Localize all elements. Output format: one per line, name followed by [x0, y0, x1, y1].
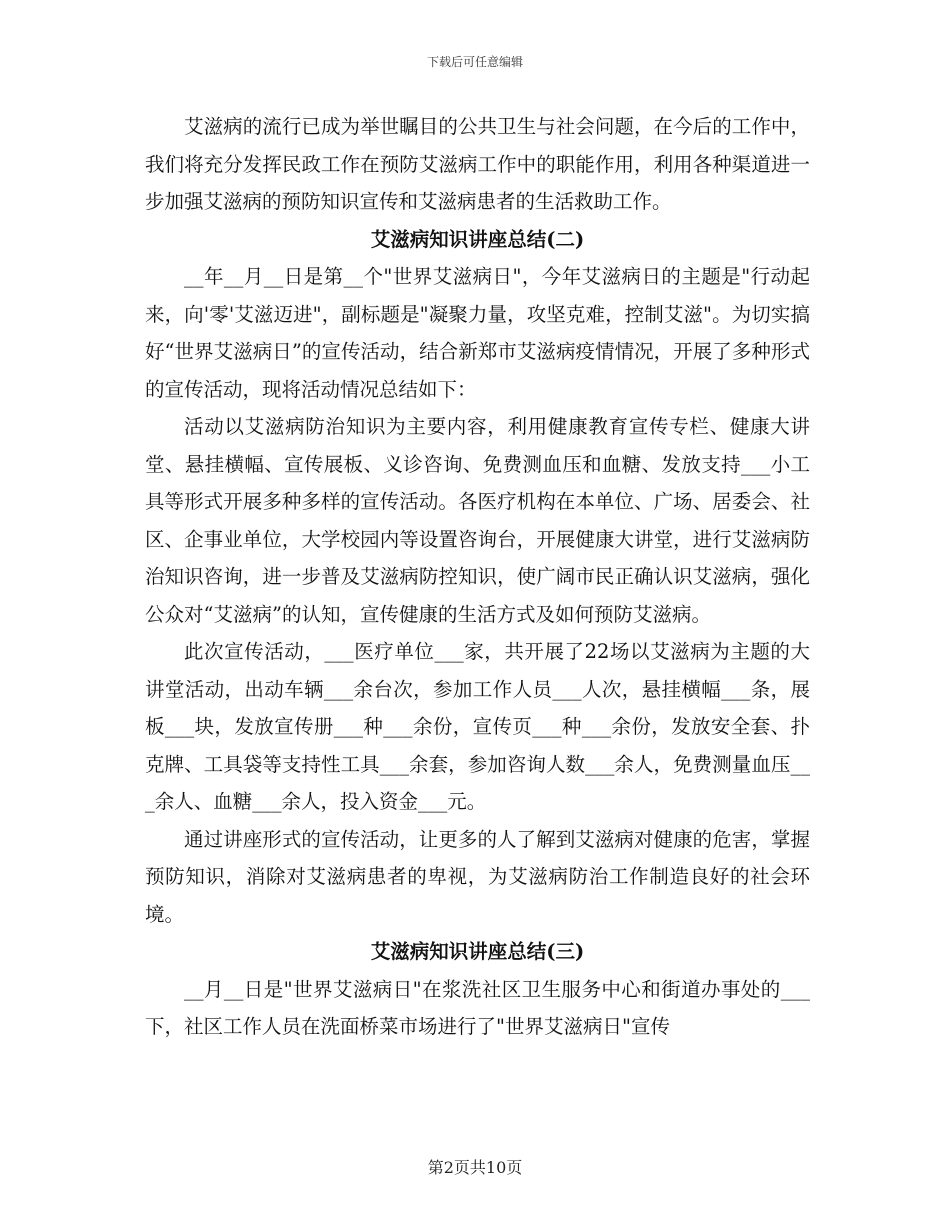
paragraph-conclusion: 通过讲座形式的宣传活动，让更多的人了解到艾滋病对健康的危害，掌握预防知识，消除对艾滋病患者的卑视，为艾滋病防治工作制造良好的社会环境。: [145, 827, 810, 926]
paragraph-intro: 艾滋病的流行已成为举世瞩目的公共卫生与社会问题，在今后的工作中，我们将充分发挥民政工作在预防艾滋病工作中的职能作用，利用各种渠道进一步加强艾滋病的预防知识宣传和艾滋病患者的生活救助工作。: [145, 115, 810, 213]
paragraph-activities: 活动以艾滋病防治知识为主要内容，利用健康教育宣传专栏、健康大讲堂、悬挂横幅、宣传展板、义诊咨询、免费测血压和血糖、发放支持___小工具等形式开展多种多样的宣传活动。各医疗机构在本单位、广场、居委会、社区、企事业单位，大学校园内等设置咨询台，开展健康大讲堂，进行艾滋病防治知识咨询，进一步普及艾滋病防控知识，使广阔市民正确认识艾滋病，强化公众对“艾滋病”的认知，宣传健康的生活方式及如何预防艾滋病。: [145, 415, 810, 626]
document-body: [145, 108, 810, 1046]
page-number: 第2页共10页: [427, 1158, 523, 1177]
section-heading-2: 艾滋病知识讲座总结(二): [370, 227, 585, 251]
paragraph-theme: __年__月__日是第__个"世界艾滋病日"，今年艾滋病日的主题是"行动起来，向'零'艾滋迈进"，副标题是"凝聚力量，攻坚克难，控制艾滋"。为切实搞好“世界艾滋病日”的宣传活动，结合新郑市艾滋病疫情情况，开展了多种形式的宣传活动，现将活动情况总结如下：: [145, 265, 810, 401]
header-note: 下载后可任意编辑: [426, 55, 523, 69]
paragraph-section-3: __月__日是"世界艾滋病日"在浆洗社区卫生服务中心和街道办事处的___下，社区工作人员在洗面桥菜市场进行了"世界艾滋病日"宣传: [145, 977, 810, 1038]
section-heading-3: 艾滋病知识讲座总结(三): [370, 940, 585, 963]
paragraph-statistics: 此次宣传活动，___医疗单位___家，共开展了22场以艾滋病为主题的大讲堂活动，出动车辆___余台次，参加工作人员___人次，悬挂横幅___条，展板___块，发放宣传册___种___余份，宣传页___种___余份，发放安全套、扑克牌、工具袋等支持性工具___余套，参加咨询人数___余人，免费测量血压___余人、血糖___余人，投入资金___元。: [145, 640, 810, 813]
